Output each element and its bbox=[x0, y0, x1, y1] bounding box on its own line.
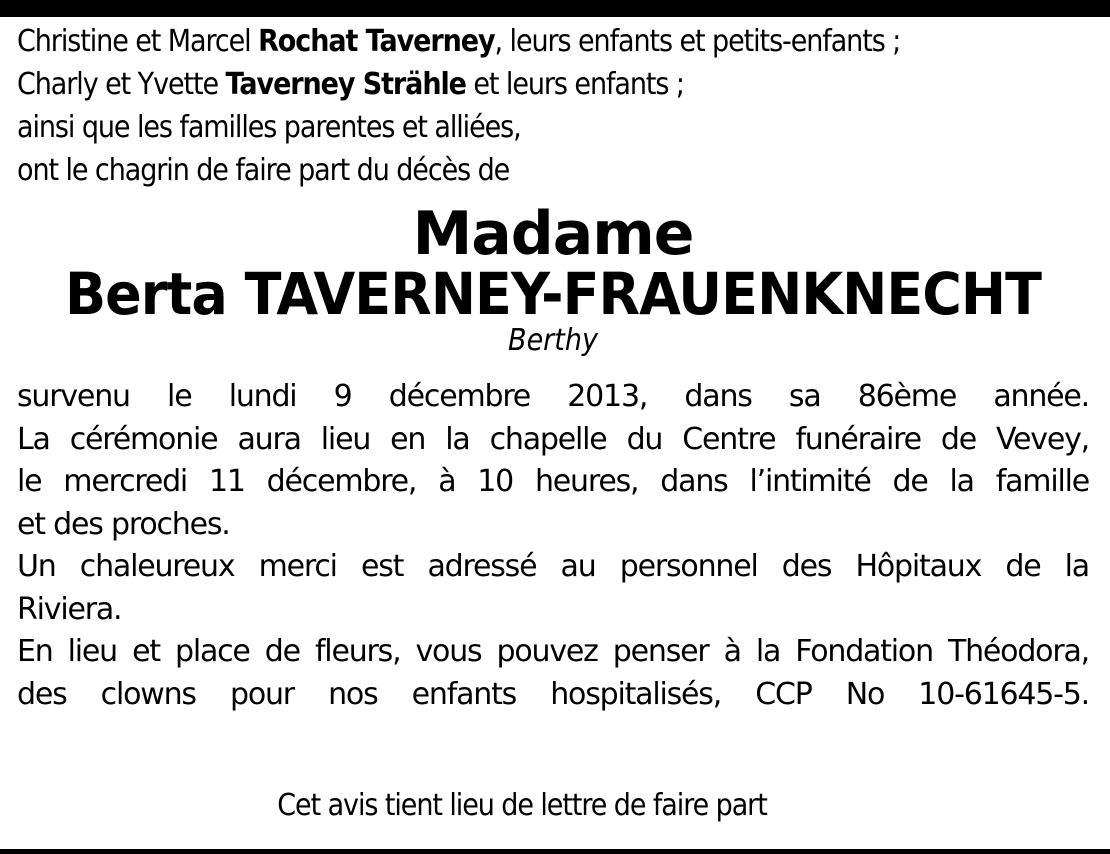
intro-line-4: ont le chagrin de faire part du décès de bbox=[17, 153, 510, 188]
body-line: Un chaleureux merci est adressé au personnel des Hôpitaux de la bbox=[17, 549, 1089, 584]
deceased-nickname: Berthy bbox=[508, 323, 598, 358]
intro-line-2 bbox=[17, 63, 982, 106]
body-line: La cérémonie aura lieu en la chapelle du Centre funéraire de Vevey, bbox=[17, 421, 1089, 457]
intro-line-1 bbox=[17, 20, 982, 63]
donation-paragraph bbox=[17, 631, 1089, 716]
deceased-title: Madame bbox=[412, 199, 694, 269]
top-border-rule bbox=[0, 0, 1110, 17]
body-line: et des proches. bbox=[17, 506, 230, 542]
obituary-notice bbox=[17, 20, 1089, 716]
ceremony-paragraph bbox=[17, 376, 1089, 546]
intro-line-2-start: Charly et Yvette bbox=[17, 67, 226, 102]
body-line: En lieu et place de fleurs, vous pouvez penser à la Fondation Théodora, bbox=[17, 634, 1089, 669]
body-line: survenu le lundi 9 décembre 2013, dans sa 86ème année. bbox=[17, 379, 1089, 414]
body-line: Riviera. bbox=[17, 591, 122, 627]
intro-line-3: ainsi que les familles parentes et alliées, bbox=[17, 110, 521, 145]
intro-line-1-start: Christine et Marcel bbox=[17, 24, 259, 59]
family-announcement bbox=[17, 20, 1089, 192]
thanks-paragraph bbox=[17, 546, 1089, 631]
notice-body bbox=[17, 376, 1089, 716]
body-line: des clowns pour nos enfants hospitalisés, CCP No 10-61645-5. bbox=[17, 676, 1089, 712]
deceased-name: Berta TAVERNEY-FRAUENKNECHT bbox=[64, 260, 1042, 328]
bottom-border-rule bbox=[0, 849, 1110, 854]
intro-line-1-end: , leurs enfants et petits-enfants ; bbox=[494, 24, 901, 59]
intro-line-2-end: et leurs enfants ; bbox=[465, 67, 684, 102]
footer-note: Cet avis tient lieu de lettre de faire part bbox=[277, 788, 767, 823]
family-name-taverney-strahle: Taverney Strähle bbox=[225, 67, 466, 102]
family-name-rochat-taverney: Rochat Taverney bbox=[258, 24, 495, 59]
body-line: le mercredi 11 décembre, à 10 heures, dans l’intimité de la famille bbox=[17, 464, 1089, 499]
